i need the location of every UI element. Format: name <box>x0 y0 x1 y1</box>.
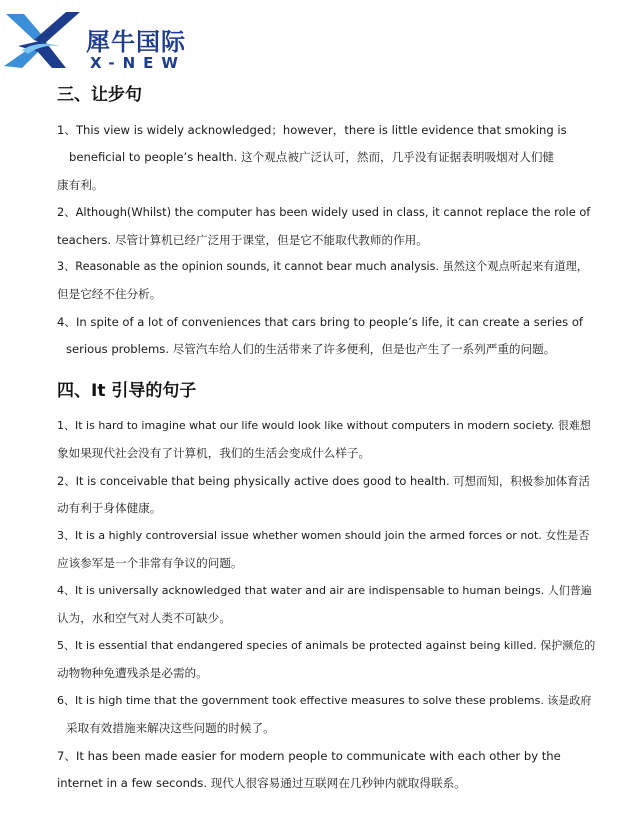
text-line: serious problems. 尽管汽车给人们的生活带来了许多便利，但是也产生了一系列严重的问题。 <box>66 342 556 356</box>
text-line: internet in a few seconds. 现代人很容易通过互联网在几秒钟内就取得联系。 <box>57 776 466 790</box>
x-new-logo-mark <box>4 10 84 72</box>
text-line: 1、It is hard to imagine what our life would look like without computers in modern society. 很难想 <box>57 419 591 432</box>
text-line: 2、Although(Whilst) the computer has been widely used in class, it cannot replace the role of <box>57 205 591 219</box>
text-line: 4、It is universally acknowledged that water and air are indispensable to human beings. 人们普遍 <box>57 584 592 597</box>
text-line: 2、It is conceivable that being physically active does good to health. 可想而知，积极参加体育活 <box>57 474 590 488</box>
text-line: 5、It is essential that endangered species of animals be protected against being killed. 保护濒危的 <box>57 639 596 652</box>
section-heading-it-sentences: 四、It 引导的句子 <box>57 381 197 401</box>
text-line: beneficial to people’s health. 这个观点被广泛认可，然而，几乎没有证据表明吸烟对人们健 <box>69 150 555 164</box>
text-line: 康有利。 <box>57 178 104 192</box>
text-line: 应该参军是一个非常有争议的问题。 <box>57 556 243 570</box>
text-line: 采取有效措施来解决这些问题的时候了。 <box>66 721 275 735</box>
text-line: 3、Reasonable as the opinion sounds, it cannot bear much analysis. 虽然这个观点听起来有道理， <box>57 260 589 273</box>
logo-chinese-text: 犀牛国际 <box>86 28 186 56</box>
text-line: teachers. 尽管计算机已经广泛用于课堂，但是它不能取代教师的作用。 <box>57 233 428 247</box>
text-line: 4、In spite of a lot of conveniences that cars bring to people’s life, it can create a series of <box>57 315 583 329</box>
text-line: 1、This view is widely acknowledged；however，there is little evidence that smoking is <box>57 123 567 137</box>
text-line: 6、It is high time that the government took effective measures to solve these problems. 该是政府 <box>57 694 592 707</box>
logo-english-text: X-NEW <box>90 54 186 72</box>
text-line: 3、It is a highly controversial issue whether women should join the armed forces or not. 女性是否 <box>57 529 590 542</box>
section-heading-concession: 三、让步句 <box>57 85 142 105</box>
text-line: 7、It has been made easier for modern people to communicate with each other by the <box>57 749 561 763</box>
text-line: 但是它经不住分析。 <box>57 287 162 301</box>
text-line: 象如果现代社会没有了计算机，我们的生活会变成什么样子。 <box>57 446 371 460</box>
text-line: 动物物种免遭残杀是必需的。 <box>57 666 208 680</box>
text-line: 认为，水和空气对人类不可缺少。 <box>57 611 231 625</box>
logo <box>4 10 194 72</box>
text-line: 动有利于身体健康。 <box>57 501 162 515</box>
